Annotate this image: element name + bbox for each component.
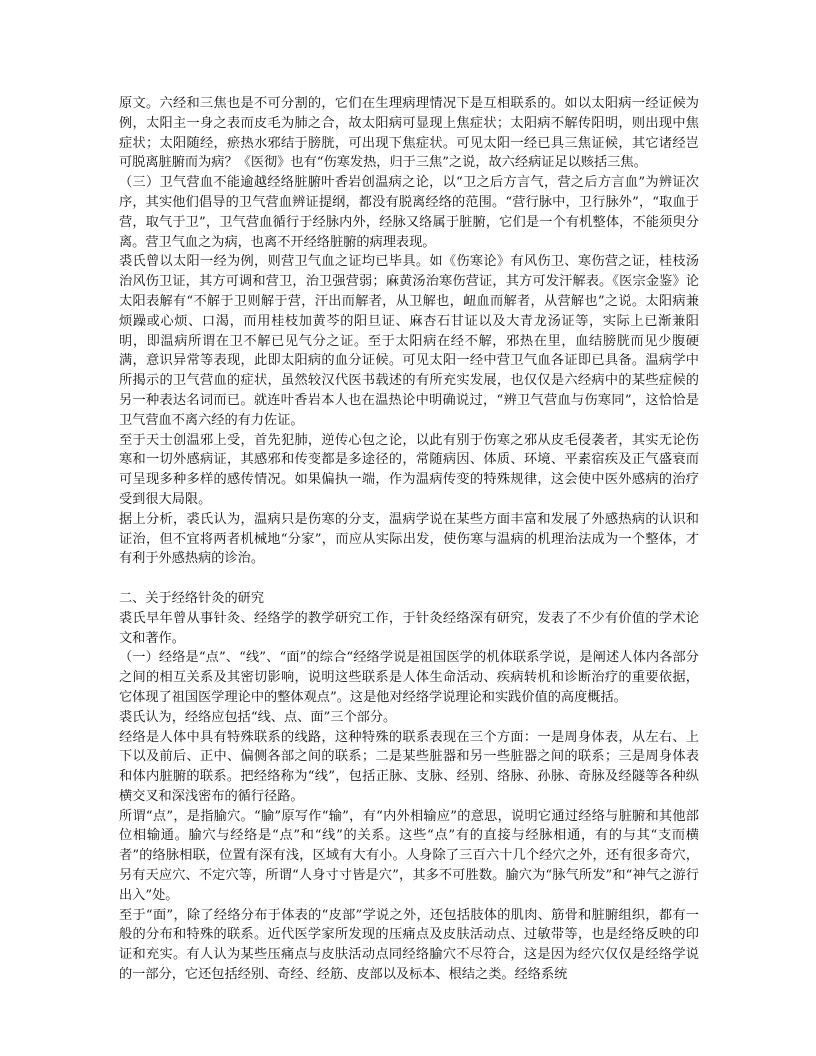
paragraph-analysis-conclusion: 据上分析，裘氏认为，温病只是伤寒的分支，温病学说在某些方面丰富和发展了外感热病的认识和证治，但不宜将两者机械地“分家”，而应从实际出发，使伤寒与温病的机理治法成为一个整体，才有利于外感热病的诊治。 — [119, 511, 699, 567]
paragraph-surface: 至于“面”，除了经络分布于体表的“皮部”学说之外，还包括肢体的肌肉、筋骨和脏腑组织，都有一般的分布和特殊的联系。近代医学家所发现的压痛点及皮肤活动点、过敏带等，也是经络反映的印证和充实。有人认为某些压痛点与皮肤活动点同经络腧穴不尽符合，这是因为经穴仅仅是经络学说的一部分，它还包括经别、奇经、经筋、皮部以及标本、根结之类。经络系统 — [119, 907, 699, 983]
paragraph-tianshi-wenxie: 至于天士创温邪上受，首先犯肺，逆传心包之论，以此有别于伤寒之邪从皮毛侵袭者，其实无论伤寒和一切外感病证，其感邪和传变都是多途径的，常随病因、体质、环境、平素宿疾及正气盛衰而可呈现多种多样的感传情况。如果偏执一端，作为温病传变的特殊规律，这会使中医外感病的治疗受到很大局限。 — [119, 432, 699, 507]
blank-line — [119, 569, 699, 589]
paragraph-sanjiao: 原文。六经和三焦也是不可分割的，它们在生理病理情况下是互相联系的。如以太阳病一经证候为例，太阳主一身之表而皮毛为肺之合，故太阳病可显现上焦症状；太阳病不解传阳明，则出现中焦症状；太阳随经，瘀热水邪结于膀胱，可出现下焦症状。可见太阳一经已具三焦证候，其它诸经岂可脱离脏腑而为病？《医彻》也有“伤寒发热，归于三焦”之说，故六经病证足以赅括三焦。 — [119, 96, 699, 171]
paragraph-taiyang-example: 裘氏曾以太阳一经为例，则营卫气血之证均已毕具。如《伤寒论》有风伤卫、寒伤营之证，桂枝汤治风伤卫证，其方可调和营卫，治卫强营弱；麻黄汤治寒伤营证，其方可发汗解表。《医宗金鉴》论太阳表解有“不解于卫则解于营，汗出而解者，从卫解也，衄血而解者，从营解也”之说。太阳病兼烦躁或心烦、口渴，而用桂枝加黄芩的阳旦证、麻杏石甘证以及大青龙汤证等，实际上已渐兼阳明，即温病所谓在卫不解已见气分之证。至于太阳病在经不解，邪热在里，血结膀胱而见少腹硬满，意识异常等表现，此即太阳病的血分证候。可见太阳一经中营卫气血各证即已具备。温病学中所揭示的卫气营血的症状，虽然较汉代医书载述的有所充实发展，也仅仅是六经病中的某些症候的另一种表达名词而已。就连叶香岩本人也在温热论中明确说过，“辨卫气营血与伤寒同”，这恰恰是卫气营血不离六经的有力佐证。 — [119, 254, 699, 428]
paragraph-three-parts: 裘氏认为，经络应包括“线、点、面”三个部分。 — [119, 709, 397, 725]
paragraph-point: 所谓“点”，是指腧穴。“腧”原写作“输”，有“内外相输应”的意思，说明它通过经络与脏腑和其他部位相输通。腧穴与经络是“点”和“线”的关系。这些“点”有的直接与经脉相通，有的与其“支而横者”的络脉相联，位置有深有浅，区域有大有小。人身除了三百六十几个经穴之外，还有很多奇穴，另有天应穴、不定穴等，所谓“人身寸寸皆是穴”，其多不可胜数。腧穴为“脉气所发”和“神气之游行出入”处。 — [119, 808, 699, 903]
paragraph-point-line-surface: （一）经络是“点”、“线”、“面”的综合“经络学说是祖国医学的机体联系学说，是阐述人体内各部分之间的相互关系及其密切影响，说明这些联系是人体生命活动、疾病转机和诊断治疗的重要依据，它体现了祖国医学理论中的整体观点”。这是他对经络学说理论和实践价值的高度概括。 — [119, 650, 699, 705]
document-page — [119, 94, 699, 985]
paragraph-section-weiqi-yingxue: （三）卫气营血不能逾越经络脏腑叶香岩创温病之论，以“卫之后方言气，营之后方言血”为辨证次序，其实他们倡导的卫气营血辨证提纲，都没有脱离经络的范围。“营行脉中，卫行脉外”，“取血于营，取气于卫”，卫气营血循行于经脉内外，经脉又络属于脏腑，它们是一个有机整体，不能须臾分离。营卫气血之为病，也离不开经络脏腑的病理表现。 — [119, 175, 699, 250]
paragraph-line: 经络是人体中具有特殊联系的线路，这种特殊的联系表现在三个方面：一是周身体表，从左右、上下以及前后、正中、偏侧各部之间的联系；二是某些脏器和另一些脏器之间的联系；三是周身体表和体内脏腑的联系。把经络称为“线”，包括正脉、支脉、经别、络脉、孙脉、奇脉及经隧等各种纵横交叉和深浅密布的循行径路。 — [119, 729, 699, 804]
section-heading-jingluo-zhenjiu: 二、关于经络针灸的研究 — [119, 590, 265, 606]
paragraph-qiu-background: 裘氏早年曾从事针灸、经络学的教学研究工作，于针灸经络深有研究，发表了不少有价值的学术论文和著作。 — [119, 610, 699, 646]
